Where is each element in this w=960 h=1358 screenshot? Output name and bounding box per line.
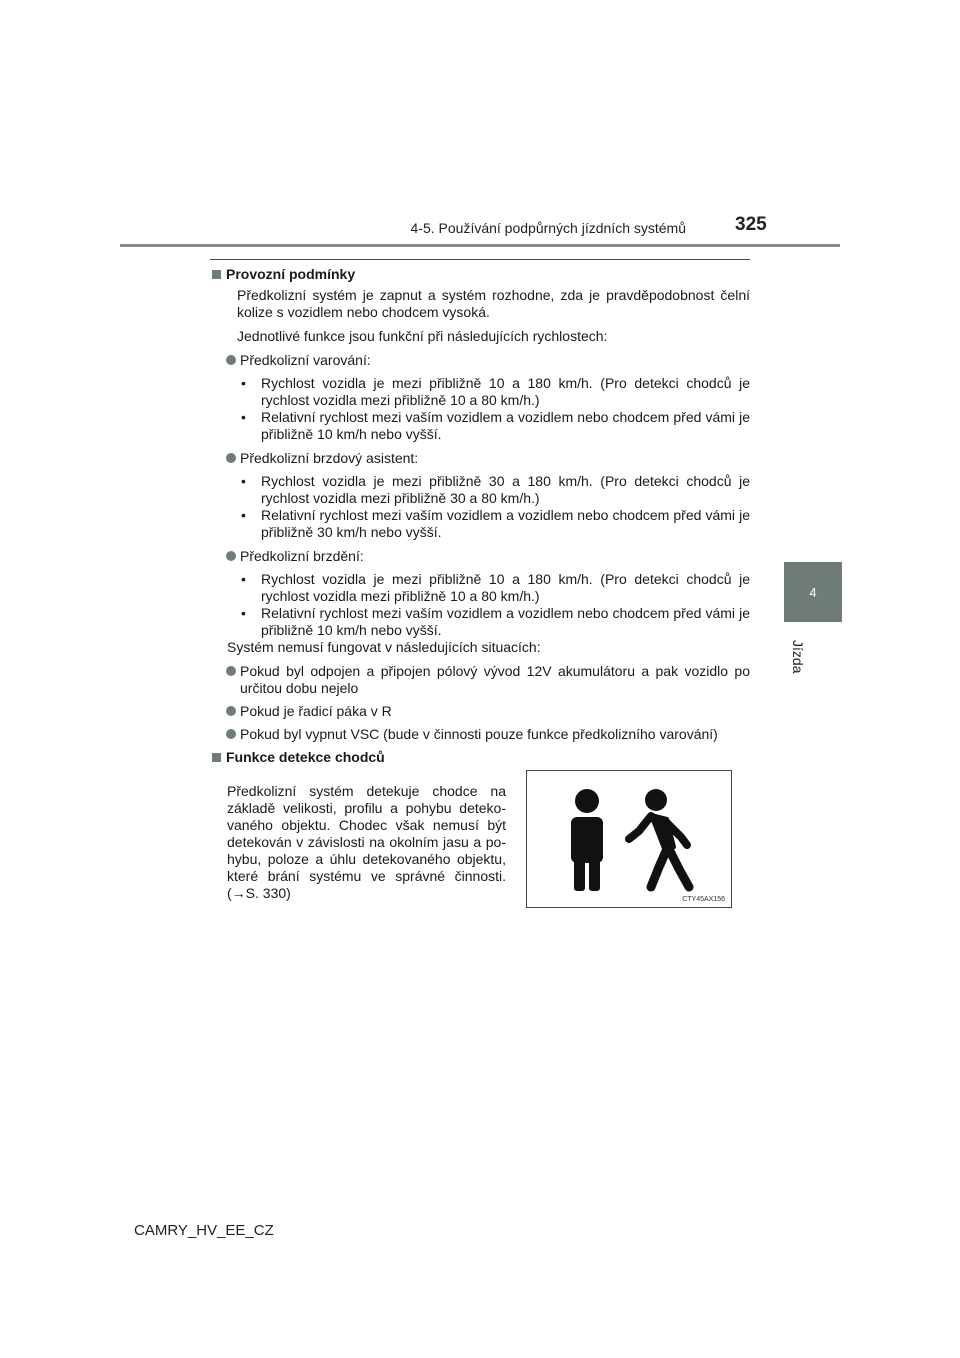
condition-text: Relativní rychlost mezi vaším vozidlem a vozidlem nebo chodcem před vámi je přibližně 30 km/h nebo vyšší. [261, 507, 750, 540]
pedestrian-detection-text: Předkolizní systém detekuje chodce na základě velikosti, profilu a pohybu deteko-vaného objektu. Chodec však nemusí být detekován v závislosti na okolním jasu a po-hybu, poloze a úhlu detekovaného objektu, které brání systému ve správné činnosti. (→S. 330) [227, 783, 506, 901]
condition-text: Rychlost vozidla je mezi přibližně 10 a 180 km/h. (Pro detekci chodců je rychlost vozidla mezi přibližně 10 a 80 km/h.) [261, 375, 750, 408]
list-item [210, 703, 750, 720]
condition-text: Relativní rychlost mezi vaším vozidlem a vozidlem nebo chodcem před vámi je přibližně 10 km/h nebo vyšší. [261, 605, 750, 638]
section-title: 4-5. Používání podpůrných jízdních systémů [410, 220, 686, 236]
document-code: CAMRY_HV_EE_CZ [134, 1222, 274, 1239]
pedestrian-figure [526, 770, 732, 908]
sub-bullet: • [241, 507, 246, 523]
sub-bullet: • [241, 409, 246, 425]
standing-pedestrian-icon [571, 789, 603, 891]
situation-text: Pokud byl vypnut VSC (bude v činnosti pouze funkce předkolizního varování) [240, 726, 718, 742]
situation-text: Pokud byl odpojen a připojen pólový vývod 12V akumulátoru a pak vozidlo po určitou dobu nejelo [240, 663, 750, 696]
walking-pedestrian-icon [629, 789, 689, 887]
header-rule [120, 244, 840, 247]
list-item [210, 726, 750, 743]
circle-bullet-icon [226, 706, 236, 716]
circle-bullet-icon [226, 666, 236, 676]
section-heading-text: Provozní podmínky [226, 266, 356, 282]
section-divider [210, 259, 750, 260]
figure-code: CTY45AX156 [682, 896, 725, 903]
pedestrian-illustration [527, 771, 733, 909]
sub-bullet: • [241, 375, 246, 391]
sub-bullet: • [241, 473, 246, 489]
chapter-label: Jízda [790, 640, 806, 674]
page-number: 325 [735, 214, 767, 235]
function-title: Předkolizní varování: [240, 352, 371, 368]
circle-bullet-icon [226, 551, 236, 561]
list-item [210, 450, 750, 467]
not-working-intro: Systém nemusí fungovat v následujících situacích: [227, 639, 541, 655]
condition-text: Rychlost vozidla je mezi přibližně 10 a 180 km/h. (Pro detekci chodců je rychlost vozidla mezi přibližně 10 a 80 km/h.) [261, 571, 750, 604]
circle-bullet-icon [226, 729, 236, 739]
function-title: Předkolizní brzdění: [240, 548, 364, 564]
condition-text: Rychlost vozidla je mezi přibližně 30 a 180 km/h. (Pro detekci chodců je rychlost vozidla mezi přibližně 30 a 80 km/h.) [261, 473, 750, 506]
square-bullet-icon [212, 270, 221, 279]
section-heading [210, 749, 750, 766]
situation-text: Pokud je řadicí páka v R [240, 703, 392, 719]
condition-text: Relativní rychlost mezi vaším vozidlem a vozidlem nebo chodcem před vámi je přibližně 10 km/h nebo vyšší. [261, 409, 750, 442]
list-item [210, 375, 750, 409]
list-item [210, 605, 750, 639]
list-item [210, 548, 750, 565]
list-item [210, 571, 750, 605]
list-item [210, 663, 750, 697]
speeds-intro: Jednotlivé funkce jsou funkční při následujících rychlostech: [237, 328, 608, 344]
list-item [210, 409, 750, 443]
section-heading-text: Funkce detekce chodců [226, 749, 385, 765]
list-item [210, 473, 750, 507]
list-item [210, 352, 750, 369]
circle-bullet-icon [226, 453, 236, 463]
section-heading [210, 266, 750, 283]
chapter-tab[interactable]: 4 [784, 562, 842, 622]
circle-bullet-icon [226, 355, 236, 365]
intro-paragraph: Předkolizní systém je zapnut a systém rozhodne, zda je pravděpodobnost čelní kolize s vozidlem nebo chodcem vysoká. [237, 287, 750, 320]
sub-bullet: • [241, 571, 246, 587]
sub-bullet: • [241, 605, 246, 621]
function-title: Předkolizní brzdový asistent: [240, 450, 419, 466]
list-item [210, 507, 750, 541]
square-bullet-icon [212, 753, 221, 762]
